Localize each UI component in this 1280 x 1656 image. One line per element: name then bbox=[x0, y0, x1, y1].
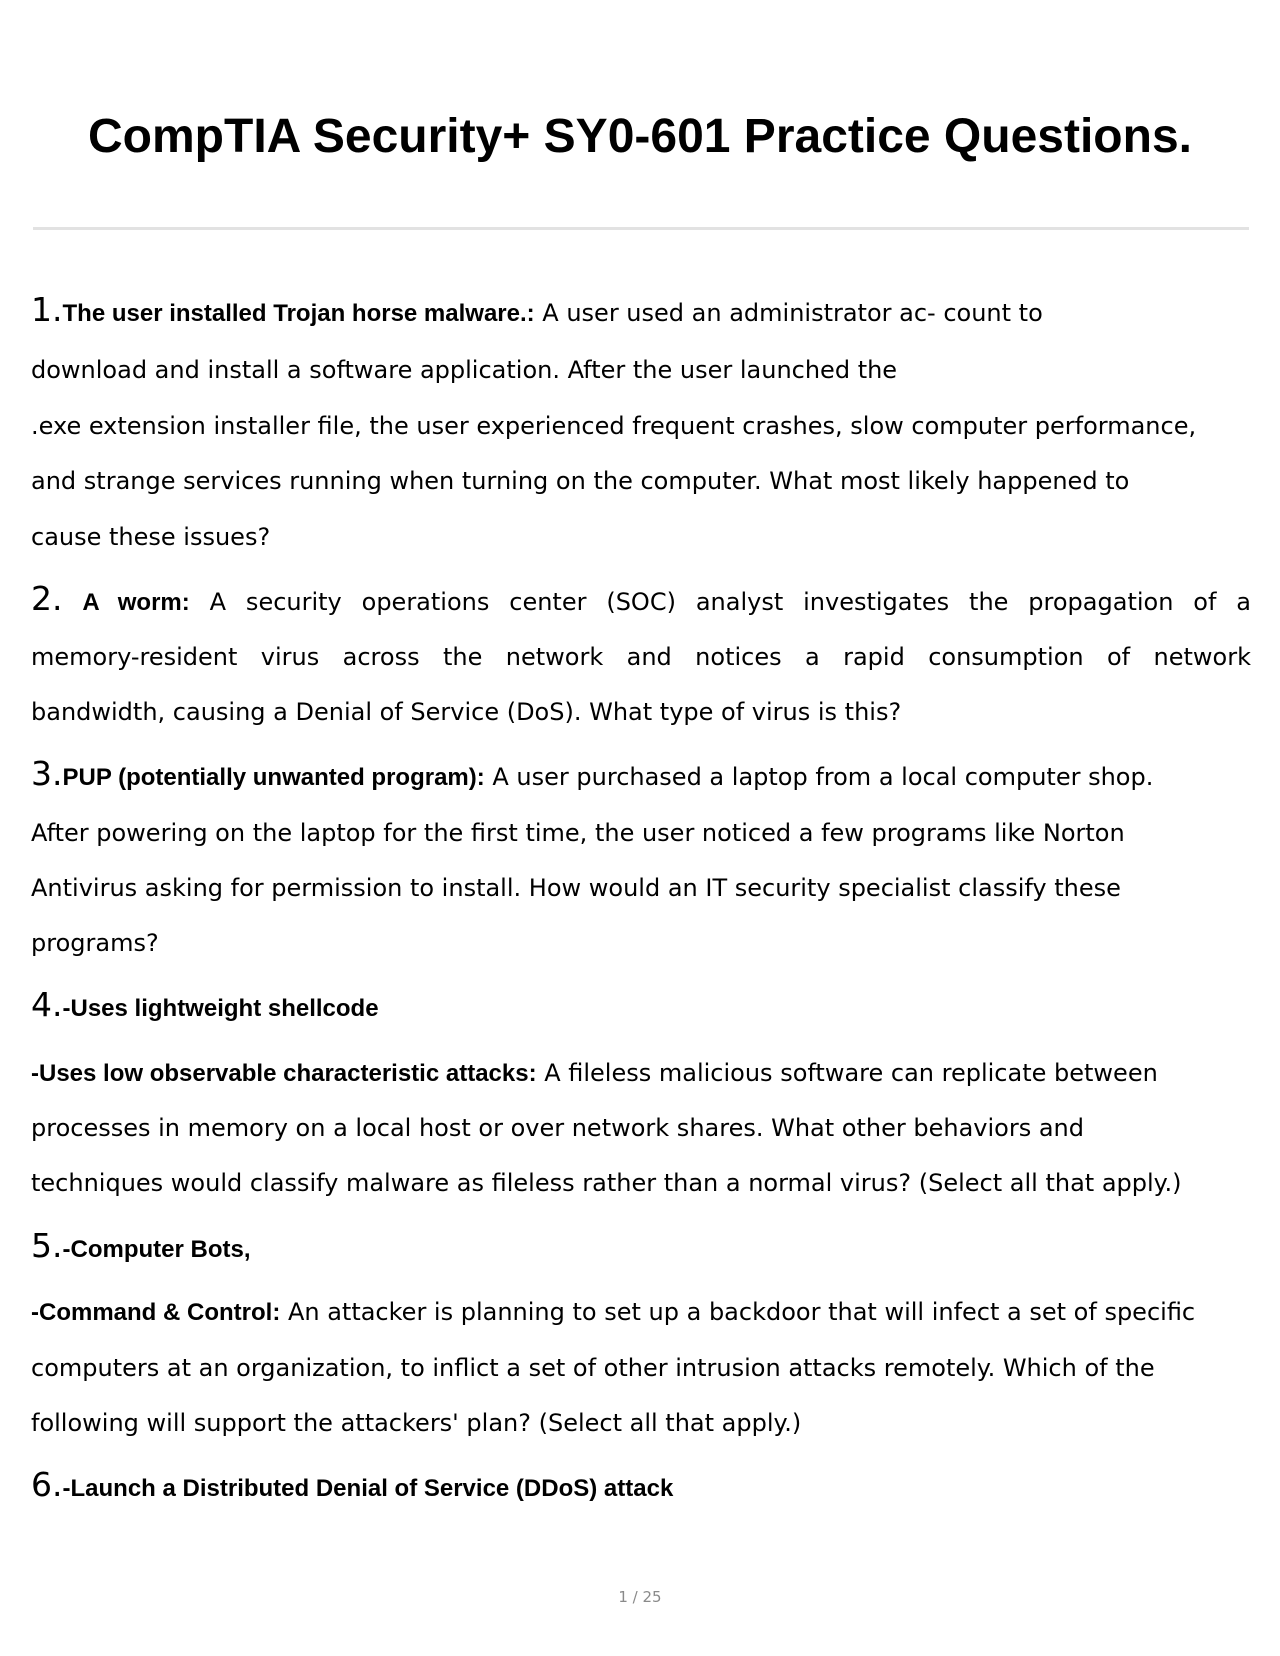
question-3-line-1 bbox=[31, 754, 1251, 794]
question-answer: -Uses lightweight shellcode bbox=[62, 995, 379, 1022]
question-2-line-3: bandwidth, causing a Denial of Service (DoS). What type of virus is this? bbox=[31, 698, 902, 726]
question-5-line-1 bbox=[31, 1226, 1251, 1266]
question-answer-2: -Uses low observable characteristic attacks: bbox=[31, 1060, 537, 1087]
question-1-line-4: and strange services running when turning on the computer. What most likely happened to bbox=[31, 467, 1130, 495]
question-answer: A worm: bbox=[82, 589, 190, 615]
question-1-line-5: cause these issues? bbox=[31, 523, 271, 551]
question-number: 6. bbox=[31, 1465, 63, 1504]
question-number: 2. bbox=[31, 583, 63, 615]
page-title: CompTIA Security+ SY0-601 Practice Questions. bbox=[88, 110, 1192, 163]
question-4-line-4: techniques would classify malware as fileless rather than a normal virus? (Select all that apply.) bbox=[31, 1169, 1182, 1197]
question-text: A user purchased a laptop from a local computer shop. bbox=[484, 763, 1154, 791]
question-answer: PUP (potentially unwanted program): bbox=[62, 764, 485, 791]
question-6-line-1 bbox=[31, 1465, 1251, 1505]
question-number: 1. bbox=[31, 290, 63, 329]
question-text: A user used an administrator ac- count to bbox=[534, 299, 1043, 327]
question-3-line-3: Antivirus asking for permission to install. How would an IT security specialist classify these bbox=[31, 874, 1121, 902]
title-divider bbox=[33, 227, 1249, 230]
question-3-line-2: After powering on the laptop for the first time, the user noticed a few programs like Norton bbox=[31, 819, 1125, 847]
question-number: 3. bbox=[31, 754, 63, 793]
question-1-line-2: download and install a software application. After the user launched the bbox=[31, 356, 898, 384]
question-4-line-2 bbox=[31, 1057, 1251, 1090]
question-1-line-3: .exe extension installer file, the user experienced frequent crashes, slow computer performance, bbox=[31, 412, 1197, 440]
question-2-line-2: memory-resident virus across the network and notices a rapid consumption of network bbox=[31, 643, 1251, 671]
question-2-line-1 bbox=[31, 583, 1251, 615]
question-text: An attacker is planning to set up a backdoor that will infect a set of specific bbox=[280, 1298, 1196, 1326]
question-text: A security operations center (SOC) analyst investigates the propagation of a bbox=[209, 588, 1251, 615]
question-1-line-1 bbox=[31, 290, 1251, 330]
question-5-line-3: computers at an organization, to inflict a set of other intrusion attacks remotely. Which of the bbox=[31, 1354, 1155, 1382]
question-5-line-4: following will support the attackers' plan? (Select all that apply.) bbox=[31, 1409, 802, 1437]
question-3-line-4: programs? bbox=[31, 929, 159, 957]
page-indicator: 1 / 25 bbox=[618, 1588, 662, 1606]
question-answer: -Launch a Distributed Denial of Service (DDoS) attack bbox=[62, 1475, 674, 1502]
question-answer-2: -Command & Control: bbox=[31, 1299, 281, 1326]
question-4-line-1 bbox=[31, 985, 1251, 1025]
question-4-line-3: processes in memory on a local host or over network shares. What other behaviors and bbox=[31, 1114, 1084, 1142]
question-number: 4. bbox=[31, 985, 63, 1024]
question-answer: -Computer Bots, bbox=[62, 1236, 251, 1263]
question-text: A fileless malicious software can replicate between bbox=[536, 1059, 1158, 1087]
question-answer: The user installed Trojan horse malware.: bbox=[62, 300, 535, 327]
question-5-line-2 bbox=[31, 1296, 1251, 1329]
question-number: 5. bbox=[31, 1226, 63, 1265]
